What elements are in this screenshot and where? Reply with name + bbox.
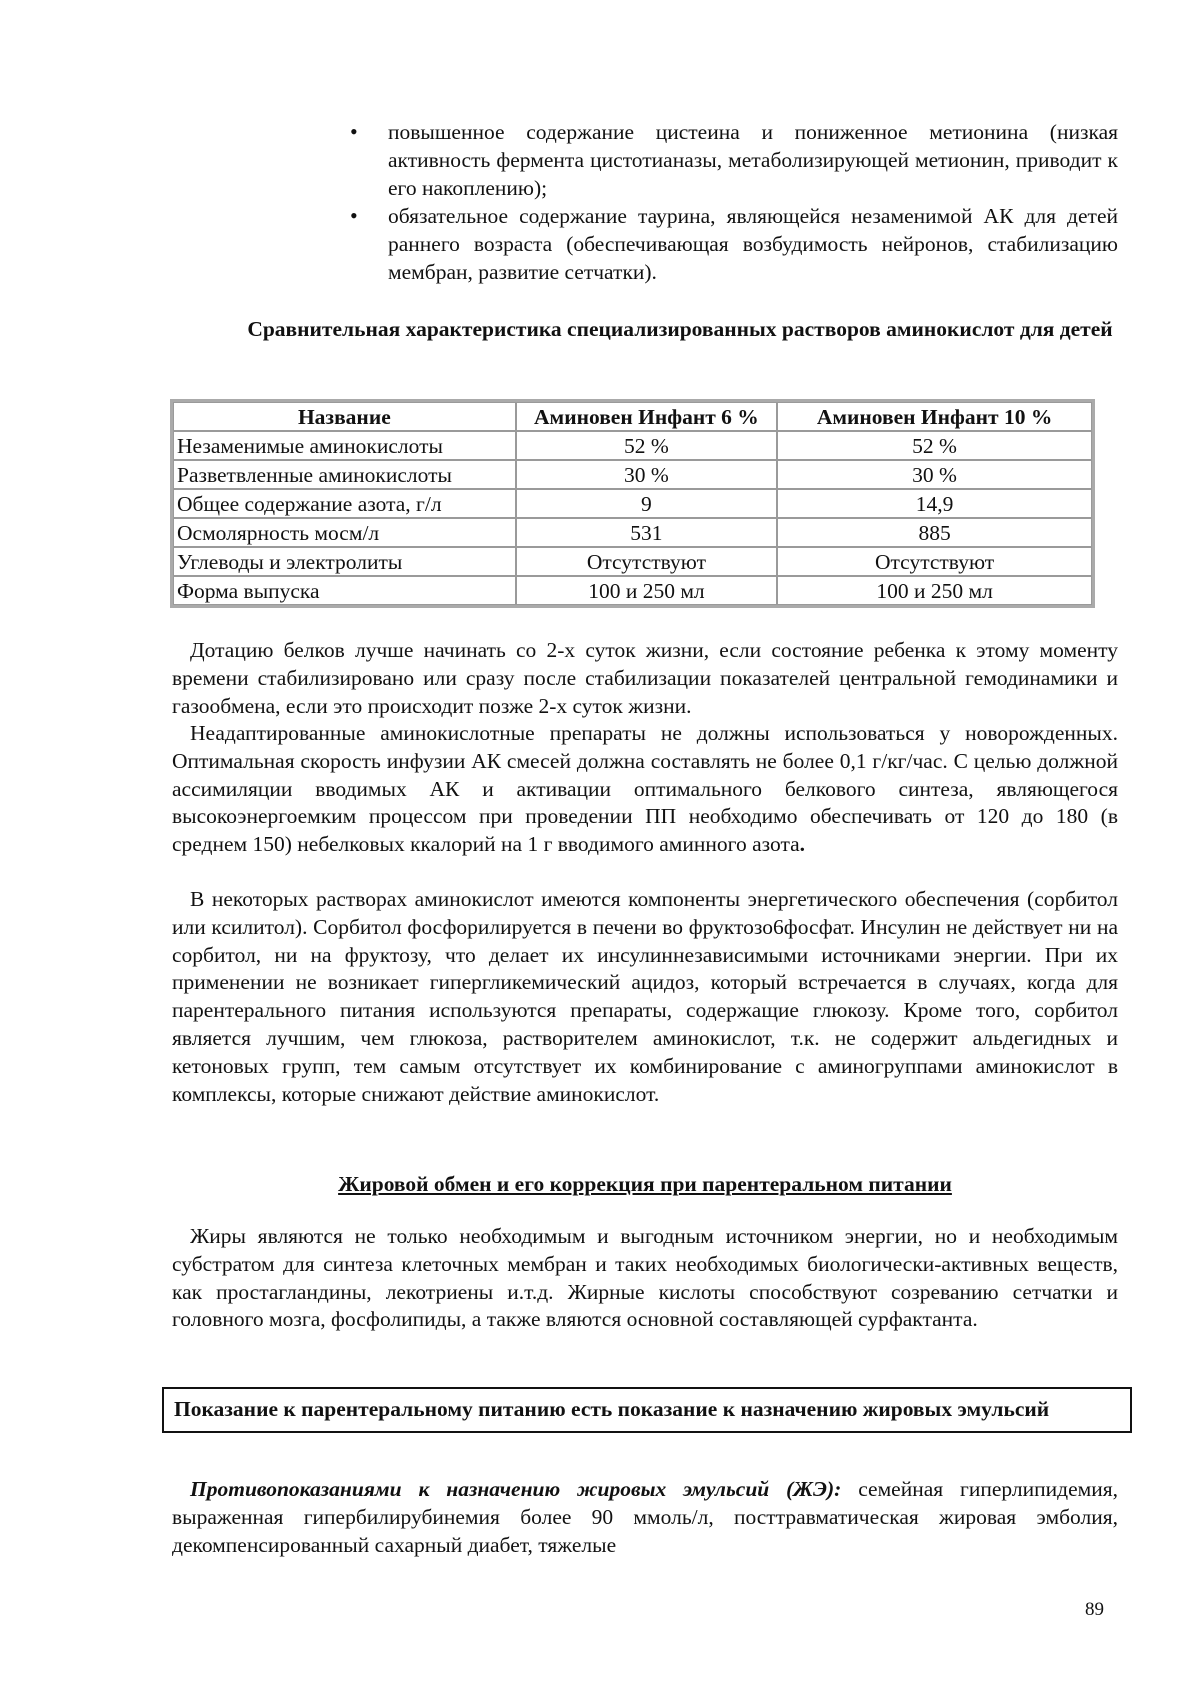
table-cell: 531 bbox=[516, 518, 777, 547]
table-header-row bbox=[173, 402, 1092, 431]
table-cell: Форма выпуска bbox=[173, 576, 516, 605]
bullet-item: • обязательное содержание таурина, являющейся незаменимой АК для детей раннего возраста (обеспечивающая возбудимость нейронов, стабилизацию мембран, развитие сетчатки). bbox=[350, 202, 1118, 286]
comparison-table bbox=[170, 399, 1095, 608]
table-cell: Осмолярность мосм/л bbox=[173, 518, 516, 547]
section-heading: Жировой обмен и его коррекция при парентеральном питании bbox=[338, 1172, 952, 1196]
table-cell: Отсутствуют bbox=[777, 547, 1092, 576]
table-cell: 100 и 250 мл bbox=[516, 576, 777, 605]
highlight-box: Показание к парентеральному питанию есть показание к назначению жировых эмульсий bbox=[162, 1387, 1132, 1433]
paragraph bbox=[172, 720, 1118, 859]
table-cell: Отсутствуют bbox=[516, 547, 777, 576]
table-row bbox=[173, 431, 1092, 460]
table-cell: Углеводы и электролиты bbox=[173, 547, 516, 576]
paragraph: Дотацию белков лучше начинать со 2-х суток жизни, если состояние ребенка к этому моменту времени стабилизировано или сразу после стабилизации показателей центральной гемодинамики и газообмена, если это происходит позже 2-х суток жизни. bbox=[172, 638, 1118, 718]
table-cell: 14,9 bbox=[777, 489, 1092, 518]
table-cell: Общее содержание азота, г/л bbox=[173, 489, 516, 518]
paragraph-end-mark: . bbox=[799, 832, 806, 857]
table-cell: 52 % bbox=[777, 431, 1092, 460]
table-row bbox=[173, 489, 1092, 518]
table-cell: 9 bbox=[516, 489, 777, 518]
table-cell: 885 bbox=[777, 518, 1092, 547]
paragraph bbox=[172, 1476, 1118, 1559]
bullet-item: • повышенное содержание цистеина и пониженное метионина (низкая активность фермента цистотианазы, метаболизирующей метионин, приводит к его накоплению); bbox=[350, 118, 1118, 202]
paragraph: Жиры являются не только необходимым и выгодным источником энергии, но и необходимым субстратом для синтеза клеточных мембран и таких необходимых биологически-активных веществ, как простагландины, лекотриены и.т.д. Жирные кислоты способствуют созреванию сетчатки и головного мозга, фосфолипиды, а также вляются основной составляющей сурфактанта. bbox=[172, 1224, 1118, 1332]
table-header-cell: Аминовен Инфант 10 % bbox=[777, 402, 1092, 431]
table-cell: 30 % bbox=[516, 460, 777, 489]
table-cell: 100 и 250 мл bbox=[777, 576, 1092, 605]
table-cell: 52 % bbox=[516, 431, 777, 460]
table-header-cell: Аминовен Инфант 6 % bbox=[516, 402, 777, 431]
paragraph-text: семейная гиперлипидемия, выраженная гипербилирубинемия более 90 ммоль/л, посттравматическая жировая эмболия, декомпенсированный сахарный диабет, тяжелые bbox=[172, 1477, 1118, 1557]
paragraph: В некоторых растворах аминокислот имеются компоненты энергетического обеспечения (сорбитол или ксилитол). Сорбитол фосфорилируется в печени во фруктозо6фосфат. Инсулин не действует ни на сорбитол, ни на фруктозу, что делает их инсулиннезависимыми источниками энергии. При их применении не возникает гипергликемический ацидоз, который встречается в случаях, когда для парентерального питания используются препараты, содержащие глюкозу. Кроме того, сорбитол является лучшим, чем глюкоза, растворителем аминокислот, т.к. не содержит альдегидных и кетоновых групп, тем самым отсутствует их комбинирование с аминогруппами аминокислот в комплексы, которые снижают действие аминокислот. bbox=[172, 887, 1118, 1106]
table-cell: Разветвленные аминокислоты bbox=[173, 460, 516, 489]
table-row bbox=[173, 460, 1092, 489]
contraindications-lead: Противопоказаниями к назначению жировых эмульсий (ЖЭ): bbox=[190, 1477, 842, 1501]
table-cell: 30 % bbox=[777, 460, 1092, 489]
table-row bbox=[173, 576, 1092, 605]
page-number: 89 bbox=[1085, 1599, 1104, 1620]
table-title: Сравнительная характеристика специализированных растворов аминокислот для детей bbox=[247, 317, 1113, 341]
bullet-list bbox=[350, 118, 1118, 286]
table-cell: Незаменимые аминокислоты bbox=[173, 431, 516, 460]
paragraph-text: Неадаптированные аминокислотные препараты не должны использоваться у новорожденных. Оптимальная скорость инфузии АК смесей должна составлять не более 0,1 г/кг/час. С целью должной ассимиляции вводимых АК и активации оптимального белкового синтеза, являющегося высокоэнергоемким процессом при проведении ПП необходимо обеспечивать от 120 до 180 (в среднем 150) небелковых ккалорий на 1 г вводимого аминного азота bbox=[172, 721, 1118, 857]
table-header-cell: Название bbox=[173, 402, 516, 431]
table-row bbox=[173, 547, 1092, 576]
table-row bbox=[173, 518, 1092, 547]
